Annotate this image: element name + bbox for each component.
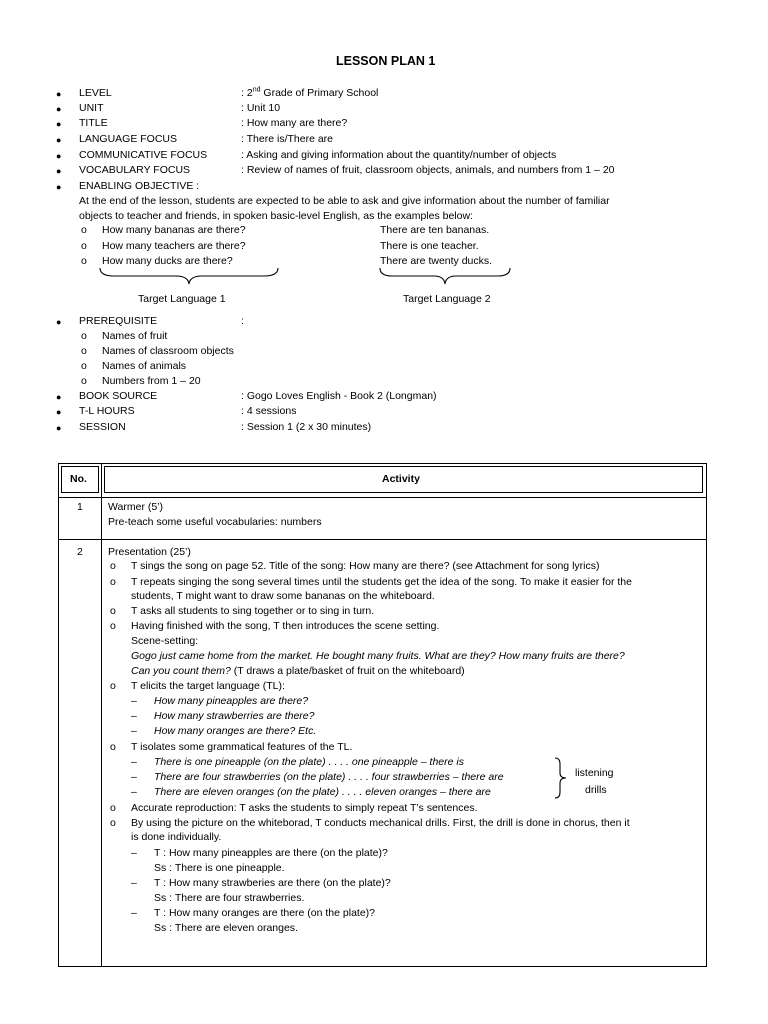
tl-question: How many oranges are there? Etc. [154,725,317,737]
sub-bullet: o [110,620,116,632]
bullet: ● [56,151,62,161]
dash: – [131,756,137,768]
row2-text: students, T might want to draw some bananas on the whiteboard. [131,590,435,602]
sub-bullet: o [81,240,87,252]
dash: – [131,847,137,859]
example-question: How many ducks are there? [102,255,233,267]
sub-bullet: o [110,741,116,753]
dash: – [131,786,137,798]
dash: – [131,907,137,919]
info-value-level: : 2nd Grade of Primary School [241,86,379,99]
sub-bullet: o [110,802,116,814]
brace-listening-drills [553,756,569,800]
row-number: 1 [77,501,83,513]
row-number: 2 [77,546,83,558]
objective-text-line: At the end of the lesson, students are expected to be able to ask and give information about the number of familiar [79,195,610,207]
bullet: ● [56,182,62,192]
prerequisite-item: Numbers from 1 – 20 [102,375,201,387]
scene-setting-text: Can you count them? (T draws a plate/basket of fruit on the whiteboard) [131,665,465,677]
bullet: ● [56,317,62,327]
sub-bullet: o [81,255,87,267]
bullet: ● [56,166,62,176]
sub-bullet: o [81,360,87,372]
drill-student-line: Ss : There are four strawberries. [154,892,305,904]
target-language-2-label: Target Language 2 [403,293,491,305]
brace-target-language-2 [376,266,516,286]
drill-teacher-line: T : How many strawberies are there (on the plate)? [154,877,391,889]
header-no: No. [70,473,87,485]
bullet: ● [56,407,62,417]
info-label-unit: UNIT [79,102,104,114]
sub-bullet: o [110,817,116,829]
row2-text: T repeats singing the song several times until the students get the idea of the song. To make it easier for the [131,576,632,588]
dash: – [131,725,137,737]
info-label-session: SESSION [79,421,126,433]
example-answer: There is one teacher. [380,240,479,252]
drills-label: drills [585,784,607,796]
drill-student-line: Ss : There are eleven oranges. [154,922,298,934]
tl-question: How many strawberries are there? [154,710,315,722]
info-label-vocabulary-focus: VOCABULARY FOCUS [79,164,191,176]
row2-text: T asks all students to sing together or to sing in turn. [131,605,375,617]
row2-text: By using the picture on the whiteborad, T conducts mechanical drills. First, the drill is done in chorus, then it [131,817,630,829]
bullet: ● [56,423,62,433]
info-label-language-focus: LANGUAGE FOCUS [79,133,178,145]
grammar-feature: There is one pineapple (on the plate) . . . . one pineapple – there is [154,756,464,768]
dash: – [131,710,137,722]
info-value-session: : Session 1 (2 x 30 minutes) [241,421,372,433]
tl-question: How many pineapples are there? [154,695,309,707]
info-label-level: LEVEL [79,87,112,99]
sub-bullet: o [110,576,116,588]
prerequisite-item: Names of classroom objects [102,345,234,357]
row2-text: T sings the song on page 52. Title of the song: How many are there? (see Attachment for song lyrics) [131,560,600,572]
bullet: ● [56,89,62,99]
info-value-tl-hours: : 4 sessions [241,405,297,417]
listening-label: listening [575,767,614,779]
row2-text: is done individually. [131,831,222,843]
sub-bullet: o [110,605,116,617]
info-value-title: : How many are there? [241,117,348,129]
info-label-enabling-objective: ENABLING OBJECTIVE : [79,180,200,192]
bullet: ● [56,104,62,114]
row2-text: Having finished with the song, T then introduces the scene setting. [131,620,440,632]
dash: – [131,695,137,707]
example-question: How many teachers are there? [102,240,246,252]
bullet: ● [56,135,62,145]
sub-bullet: o [81,345,87,357]
row2-heading: Presentation (25’) [108,546,191,558]
scene-setting-label: Scene-setting: [131,635,199,647]
brace-target-language-1 [96,266,282,286]
sub-bullet: o [81,375,87,387]
info-label-communicative-focus: COMMUNICATIVE FOCUS [79,149,208,161]
prerequisite-colon: : [241,315,244,327]
info-label-tl-hours: T-L HOURS [79,405,135,417]
grammar-feature: There are four strawberries (on the plate) . . . . four strawberries – there are [154,771,504,783]
sub-bullet: o [81,224,87,236]
grammar-feature: There are eleven oranges (on the plate) . . . . eleven oranges – there are [154,786,491,798]
info-value-book-source: : Gogo Loves English - Book 2 (Longman) [241,390,437,402]
bullet: ● [56,392,62,402]
dash: – [131,771,137,783]
bullet: ● [56,119,62,129]
drill-teacher-line: T : How many pineapples are there (on the plate)? [154,847,388,859]
prerequisite-item: Names of fruit [102,330,168,342]
page-title: LESSON PLAN 1 [336,54,436,68]
sub-bullet: o [110,560,116,572]
row2-text: Accurate reproduction: T asks the students to simply repeat T’s sentences. [131,802,478,814]
row1-line: Warmer (5’) [108,501,164,513]
header-activity: Activity [382,473,420,485]
target-language-1-label: Target Language 1 [138,293,226,305]
row1-line: Pre-teach some useful vocabularies: numbers [108,516,322,528]
info-label-title: TITLE [79,117,108,129]
drill-student-line: Ss : There is one pineapple. [154,862,285,874]
objective-text-line: objects to teacher and friends, in spoken basic-level English, as the examples below: [79,210,473,222]
info-value-language-focus: : There is/There are [241,133,334,145]
info-label-book-source: BOOK SOURCE [79,390,158,402]
example-answer: There are ten bananas. [380,224,490,236]
prerequisite-label: PREREQUISITE [79,315,158,327]
scene-setting-text: Gogo just came home from the market. He bought many fruits. What are they? How many fruits are there? [131,650,625,662]
info-value-communicative-focus: : Asking and giving information about the quantity/number of objects [241,149,557,161]
info-value-vocabulary-focus: : Review of names of fruit, classroom objects, animals, and numbers from 1 – 20 [241,164,615,176]
prerequisite-item: Names of animals [102,360,187,372]
sub-bullet: o [110,680,116,692]
drill-teacher-line: T : How many oranges are there (on the plate)? [154,907,376,919]
row2-text: T isolates some grammatical features of the TL. [131,741,353,753]
sub-bullet: o [81,330,87,342]
example-question: How many bananas are there? [102,224,246,236]
example-answer: There are twenty ducks. [380,255,493,267]
dash: – [131,877,137,889]
row2-text: T elicits the target language (TL): [131,680,285,692]
info-value-unit: : Unit 10 [241,102,281,114]
